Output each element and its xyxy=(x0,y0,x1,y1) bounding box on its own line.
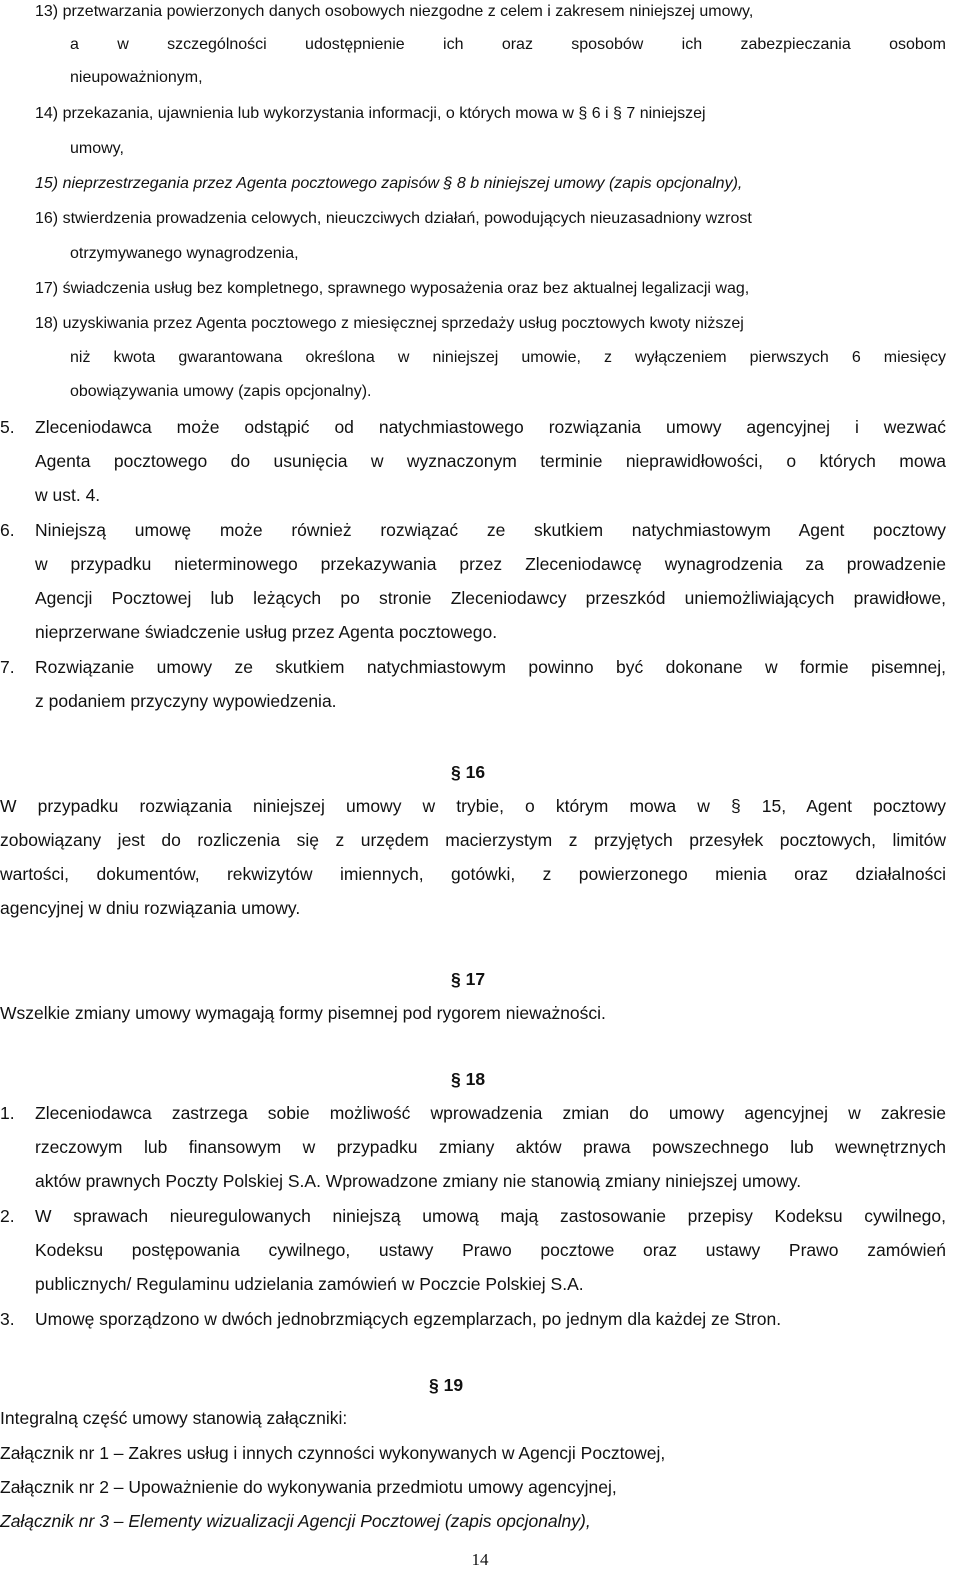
section-18-point-1-number: 1. xyxy=(0,1103,15,1123)
section-18-point-2-line-1: W sprawach nieuregulowanych niniejszą umową mają zastosowanie przepisy Kodeksu cywilnego, xyxy=(35,1206,946,1226)
point-7-line-1: Rozwiązanie umowy ze skutkiem natychmiastowym powinno być dokonane w formie pisemnej, xyxy=(35,657,946,677)
list-item-18-line-3: obowiązywania umowy (zapis opcjonalny). xyxy=(70,383,372,400)
section-18-point-2-number: 2. xyxy=(0,1206,15,1226)
section-18-point-1-line-2: rzeczowym lub finansowym w przypadku zmiany aktów prawa powszechnego lub wewnętrznych xyxy=(35,1137,946,1157)
point-7-number: 7. xyxy=(0,657,15,677)
attachment-3: Załącznik nr 3 – Elementy wizualizacji Agencji Pocztowej (zapis opcjonalny), xyxy=(0,1511,591,1531)
section-16-line-1: W przypadku rozwiązania niniejszej umowy w trybie, o którym mowa w § 15, Agent pocztowy xyxy=(0,796,946,816)
section-16-line-3: wartości, dokumentów, rekwizytów imiennych, gotówki, z powierzonego mienia oraz działalności xyxy=(0,864,946,884)
point-6-line-3: Agencji Pocztowej lub leżących po stronie Zleceniodawcy przeszkód uniemożliwiających prawidłowe, xyxy=(35,588,946,608)
list-item-18-line-1: 18) uzyskiwania przez Agenta pocztowego z miesięcznej sprzedaży usług pocztowych kwoty niższej xyxy=(35,315,744,332)
section-17-heading: § 17 xyxy=(451,969,486,989)
section-16-line-4: agencyjnej w dniu rozwiązania umowy. xyxy=(0,898,301,918)
list-item-16-line-2: otrzymywanego wynagrodzenia, xyxy=(70,245,299,262)
section-19-intro: Integralną część umowy stanowią załączniki: xyxy=(0,1408,348,1428)
section-19-heading: § 19 xyxy=(429,1375,464,1395)
list-item-13-line-3: nieupoważnionym, xyxy=(70,69,203,86)
section-17-line-1: Wszelkie zmiany umowy wymagają formy pisemnej pod rygorem nieważności. xyxy=(0,1003,606,1023)
list-item-14-line-1: 14) przekazania, ujawnienia lub wykorzystania informacji, o których mowa w § 6 i § 7 niniejszej xyxy=(35,105,706,122)
attachment-1: Załącznik nr 1 – Zakres usług i innych czynności wykonywanych w Agencji Pocztowej, xyxy=(0,1443,666,1463)
section-18-point-2-line-2: Kodeksu postępowania cywilnego, ustawy Prawo pocztowe oraz ustawy Prawo zamówień xyxy=(35,1240,946,1260)
point-6-line-4: nieprzerwane świadczenie usług przez Agenta pocztowego. xyxy=(35,622,498,642)
section-18-point-2-line-3: publicznych/ Regulaminu udzielania zamówień w Poczcie Polskiej S.A. xyxy=(35,1274,584,1294)
point-6-number: 6. xyxy=(0,520,15,540)
point-5-line-2: Agenta pocztowego do usunięcia w wyznaczonym terminie nieprawidłowości, o których mowa xyxy=(35,451,946,471)
point-5-line-3: w ust. 4. xyxy=(35,485,101,505)
section-16-line-2: zobowiązany jest do rozliczenia się z urzędem macierzystym z przyjętych przesyłek pocztowych, limitów xyxy=(0,830,946,850)
list-item-15-line-1: 15) nieprzestrzegania przez Agenta pocztowego zapisów § 8 b niniejszej umowy (zapis opcjonalny), xyxy=(35,175,743,192)
point-5-number: 5. xyxy=(0,417,15,437)
section-18-point-3-number: 3. xyxy=(0,1309,15,1329)
section-18-point-1-line-1: Zleceniodawca zastrzega sobie możliwość wprowadzenia zmian do umowy agencyjnej w zakresie xyxy=(35,1103,946,1123)
section-16-heading: § 16 xyxy=(451,762,486,782)
list-item-13-line-1: 13) przetwarzania powierzonych danych osobowych niezgodne z celem i zakresem niniejszej umowy, xyxy=(35,3,754,20)
list-item-17-line-1: 17) świadczenia usług bez kompletnego, sprawnego wyposażenia oraz bez aktualnej legalizacji wag, xyxy=(35,280,750,297)
section-18-heading: § 18 xyxy=(451,1069,486,1089)
point-5-line-1: Zleceniodawca może odstąpić od natychmiastowego rozwiązania umowy agencyjnej i wezwać xyxy=(35,417,946,437)
list-item-18-line-2: niż kwota gwarantowana określona w niniejszej umowie, z wyłączeniem pierwszych 6 miesięcy xyxy=(70,349,946,366)
section-18-point-1-line-3: aktów prawnych Poczty Polskiej S.A. Wprowadzone zmiany nie stanowią zmiany niniejszej umowy. xyxy=(35,1171,802,1191)
list-item-16-line-1: 16) stwierdzenia prowadzenia celowych, nieuczciwych działań, powodujących nieuzasadniony wzrost xyxy=(35,210,752,227)
section-18-point-3-line-1: Umowę sporządzono w dwóch jednobrzmiących egzemplarzach, po jednym dla każdej ze Stron. xyxy=(35,1309,782,1329)
list-item-14-line-2: umowy, xyxy=(70,140,124,157)
point-7-line-2: z podaniem przyczyny wypowiedzenia. xyxy=(35,691,337,711)
point-6-line-1: Niniejszą umowę może również rozwiązać ze skutkiem natychmiastowym Agent pocztowy xyxy=(35,520,946,540)
list-item-13-line-2: a w szczególności udostępnienie ich oraz sposobów ich zabezpieczania osobom xyxy=(70,36,946,53)
attachment-2: Załącznik nr 2 – Upoważnienie do wykonywania przedmiotu umowy agencyjnej, xyxy=(0,1477,617,1497)
point-6-line-2: w przypadku nieterminowego przekazywania przez Zleceniodawcę wynagrodzenia za prowadzenie xyxy=(35,554,946,574)
page-number: 14 xyxy=(471,1550,489,1569)
